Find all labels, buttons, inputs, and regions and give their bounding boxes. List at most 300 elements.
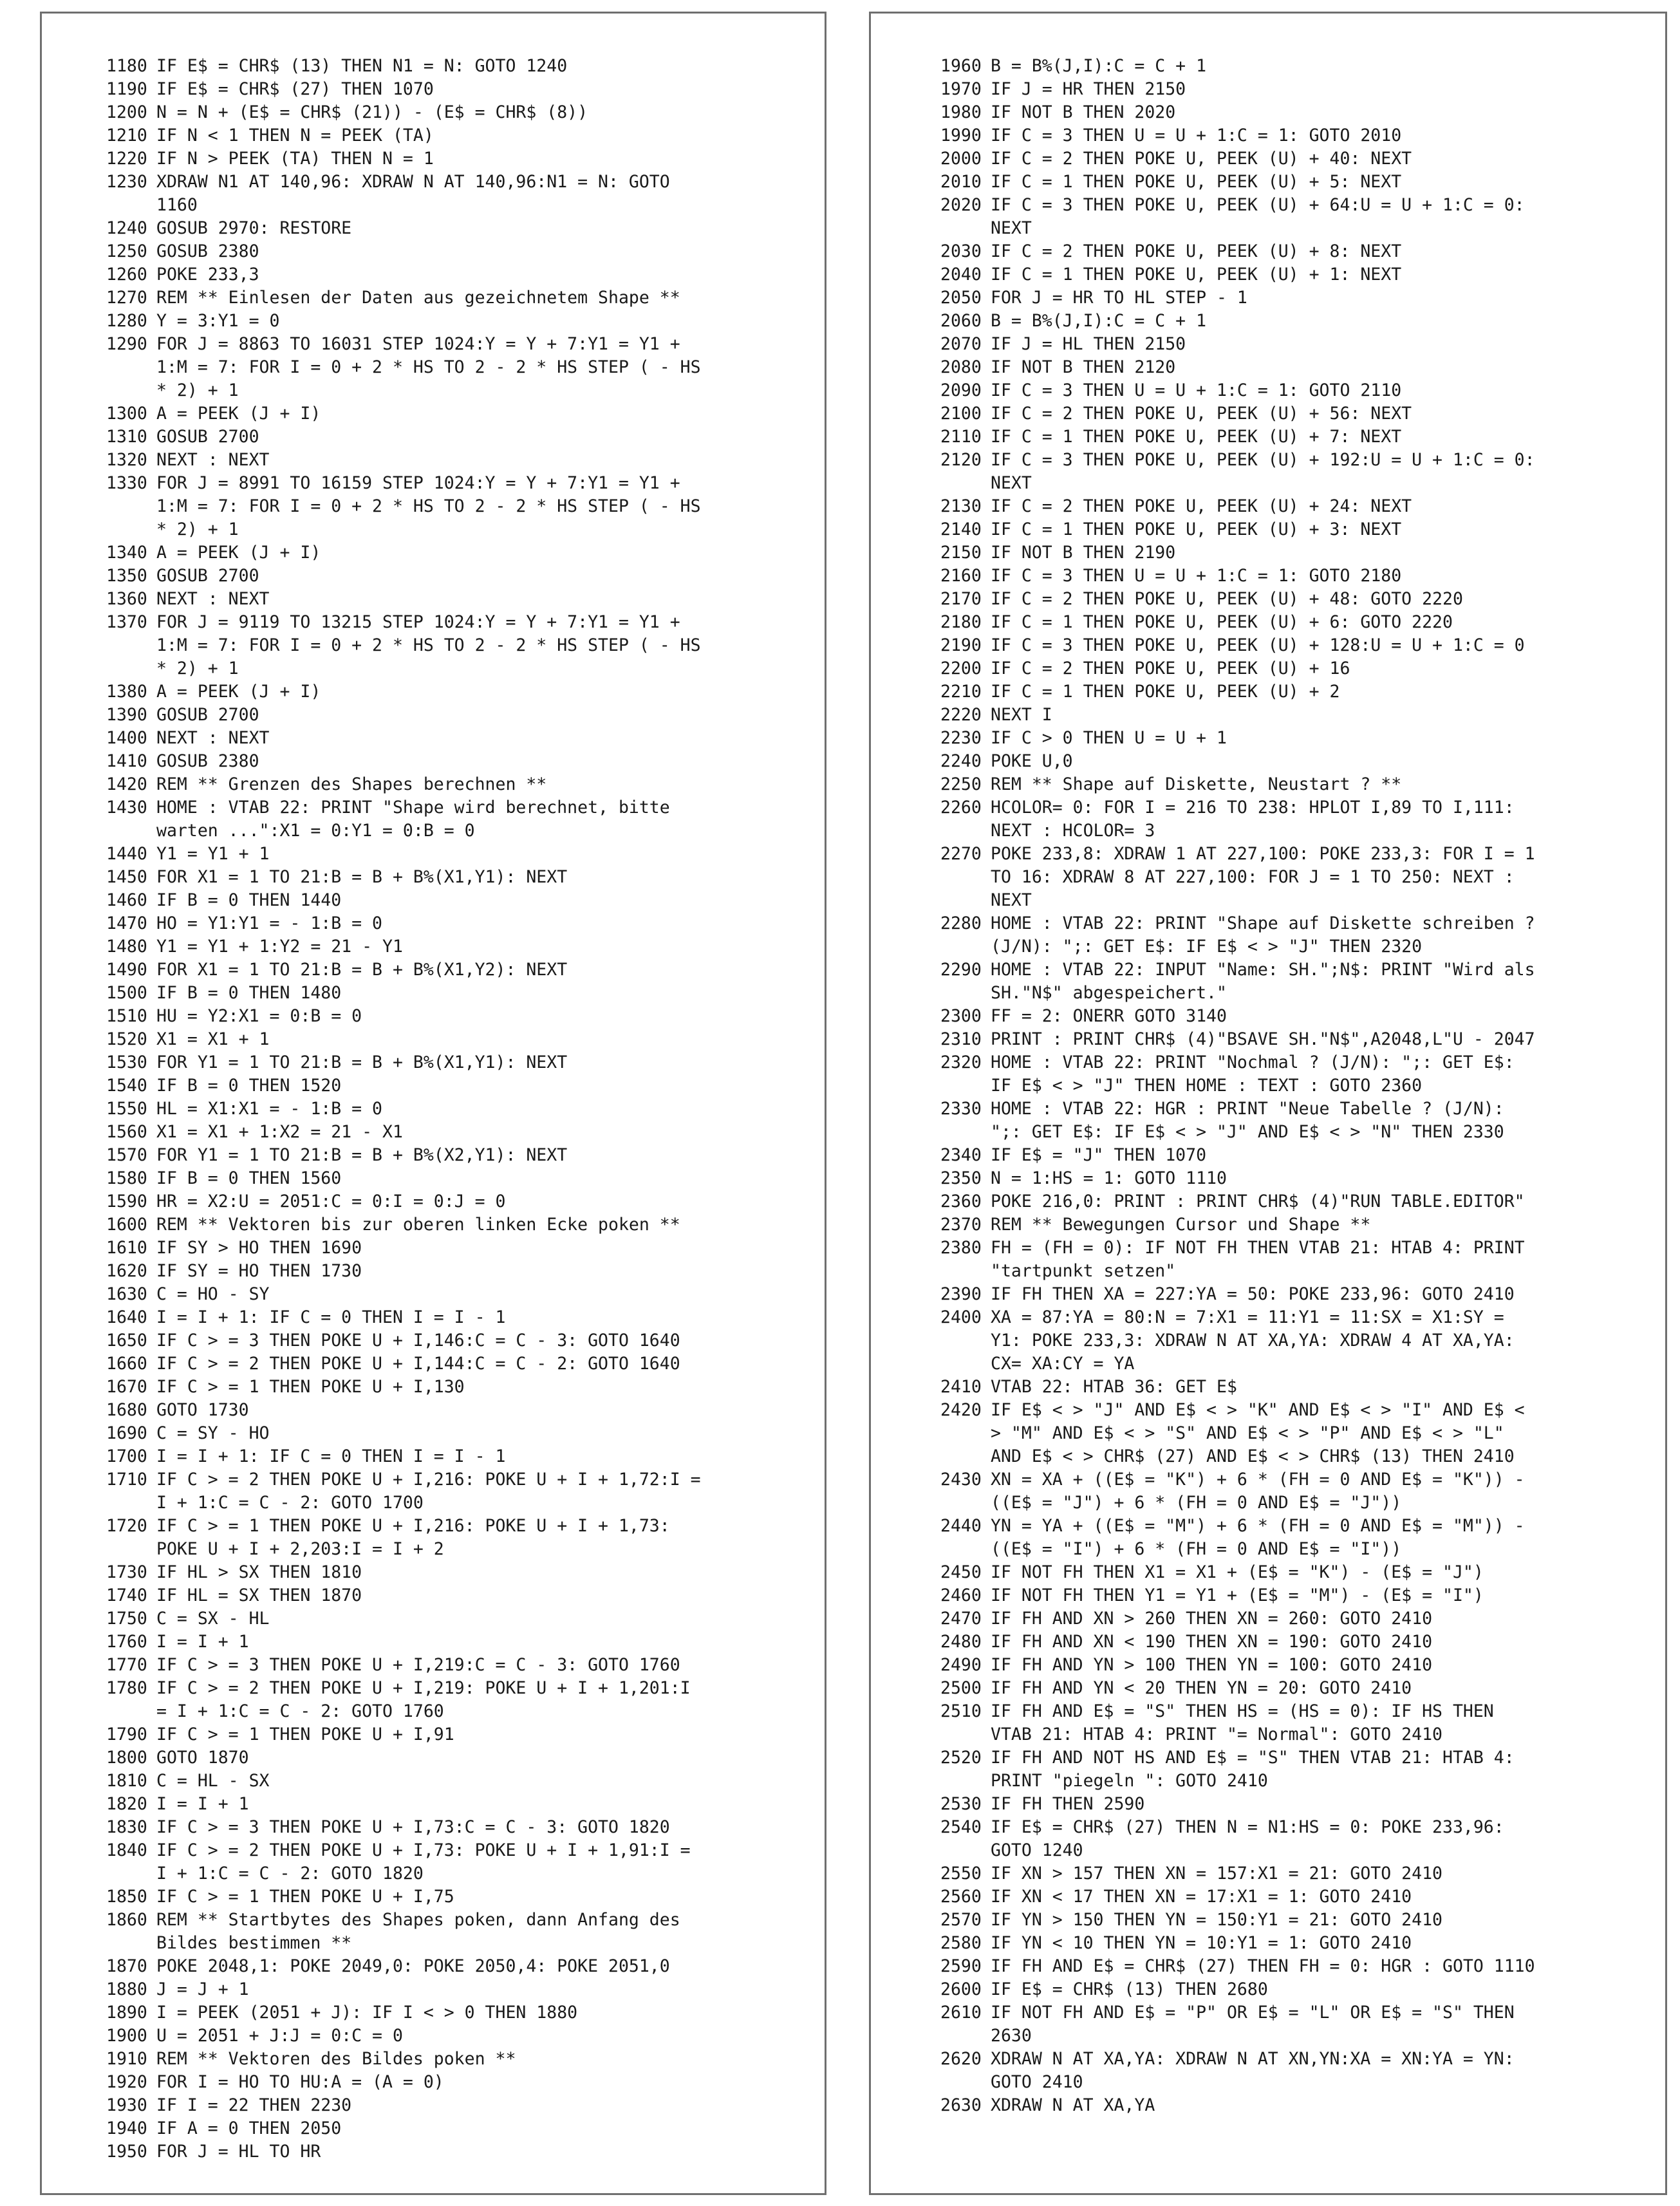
basic-statement: GOSUB 2700 xyxy=(156,427,259,447)
code-line xyxy=(106,588,805,611)
basic-statement: A = PEEK (J + I) xyxy=(156,404,321,424)
code-line xyxy=(106,1445,805,1468)
line-number: 2120 xyxy=(940,450,982,470)
basic-statement: IF NOT FH AND E$ = "P" OR E$ = "L" OR E$ = "S" THEN 2630 xyxy=(991,2003,1515,2046)
basic-statement: IF C > = 1 THEN POKE U + I,216: POKE U + I + 1,73: POKE U + I + 2,203:I = I + 2 xyxy=(156,1516,670,1559)
code-line xyxy=(940,1515,1646,1561)
code-line xyxy=(940,1098,1646,1144)
basic-statement: IF E$ = CHR$ (27) THEN 1070 xyxy=(156,79,434,99)
line-number: 2430 xyxy=(940,1470,982,1490)
code-line xyxy=(106,1283,805,1306)
line-number: 1690 xyxy=(106,1423,147,1443)
code-line xyxy=(940,171,1646,194)
code-line xyxy=(940,1654,1646,1677)
code-line xyxy=(940,495,1646,518)
code-line xyxy=(940,1005,1646,1028)
code-line xyxy=(106,78,805,101)
basic-statement: IF C = 1 THEN POKE U, PEEK (U) + 1: NEXT xyxy=(991,265,1402,285)
basic-statement: IF C = 3 THEN POKE U, PEEK (U) + 192:U = U + 1:C = 0: NEXT xyxy=(991,450,1535,493)
line-number: 2030 xyxy=(940,241,982,261)
line-number: 1950 xyxy=(106,2142,147,2162)
basic-statement: IF C = 2 THEN POKE U, PEEK (U) + 16 xyxy=(991,659,1350,678)
code-line xyxy=(940,1955,1646,1978)
basic-statement: IF C = 2 THEN POKE U, PEEK (U) + 8: NEXT xyxy=(991,241,1402,261)
basic-statement: POKE 2048,1: POKE 2049,0: POKE 2050,4: POKE 2051,0 xyxy=(156,1956,670,1976)
basic-statement: IF C = 3 THEN POKE U, PEEK (U) + 128:U = U + 1:C = 0 xyxy=(991,635,1525,655)
basic-statement: GOSUB 2700 xyxy=(156,566,259,586)
line-number: 2420 xyxy=(940,1400,982,1420)
line-number: 1520 xyxy=(106,1029,147,1049)
basic-statement: HO = Y1:Y1 = - 1:B = 0 xyxy=(156,913,382,933)
basic-statement: FOR X1 = 1 TO 21:B = B + B%(X1,Y2): NEXT xyxy=(156,960,568,980)
code-line xyxy=(940,1909,1646,1932)
line-number: 2610 xyxy=(940,2003,982,2023)
code-line xyxy=(106,1213,805,1237)
code-line xyxy=(106,1190,805,1213)
basic-statement: IF I = 22 THEN 2230 xyxy=(156,2095,352,2115)
basic-statement: N = 1:HS = 1: GOTO 1110 xyxy=(991,1168,1227,1188)
line-number: 1940 xyxy=(106,2118,147,2138)
line-number: 1930 xyxy=(106,2095,147,2115)
line-number: 2520 xyxy=(940,1748,982,1768)
code-line xyxy=(106,796,805,843)
line-number: 1540 xyxy=(106,1076,147,1096)
line-number: 2070 xyxy=(940,334,982,354)
basic-statement: IF E$ = "J" THEN 1070 xyxy=(991,1145,1207,1165)
basic-statement: REM ** Vektoren bis zur oberen linken Ecke poken ** xyxy=(156,1215,680,1235)
basic-statement: B = B%(J,I):C = C + 1 xyxy=(991,56,1207,76)
line-number: 1240 xyxy=(106,218,147,238)
code-line xyxy=(940,194,1646,240)
code-listing-right xyxy=(940,55,1646,2117)
basic-statement: IF NOT B THEN 2120 xyxy=(991,357,1176,377)
basic-statement: IF C > = 2 THEN POKE U + I,216: POKE U + I + 1,72:I = I + 1:C = C - 2: GOTO 1700 xyxy=(156,1470,701,1513)
code-line xyxy=(940,634,1646,657)
line-number: 1310 xyxy=(106,427,147,447)
line-number: 1680 xyxy=(106,1400,147,1420)
line-number: 2330 xyxy=(940,1099,982,1119)
line-number: 1410 xyxy=(106,751,147,771)
basic-statement: IF SY > HO THEN 1690 xyxy=(156,1238,362,1258)
basic-statement: POKE 233,3 xyxy=(156,265,259,285)
basic-statement: HL = X1:X1 = - 1:B = 0 xyxy=(156,1099,382,1119)
code-line xyxy=(106,1005,805,1028)
basic-statement: REM ** Startbytes des Shapes poken, dann Anfang des Bildes bestimmen ** xyxy=(156,1910,680,1953)
line-number: 2000 xyxy=(940,149,982,169)
line-number: 1390 xyxy=(106,705,147,725)
basic-statement: I = I + 1: IF C = 0 THEN I = I - 1 xyxy=(156,1446,506,1466)
line-number: 1270 xyxy=(106,288,147,308)
code-line xyxy=(106,1260,805,1283)
basic-statement: FOR J = 9119 TO 13215 STEP 1024:Y = Y + 7:Y1 = Y1 + 1:M = 7: FOR I = 0 + 2 * HS TO 2 - 2 * HS STEP ( - HS * 2) + 1 xyxy=(156,612,701,678)
basic-statement: IF C = 3 THEN U = U + 1:C = 1: GOTO 2110 xyxy=(991,380,1402,400)
code-line xyxy=(940,425,1646,449)
basic-statement: NEXT : NEXT xyxy=(156,450,270,470)
code-line xyxy=(106,1051,805,1074)
line-number: 1430 xyxy=(106,798,147,818)
line-number: 2150 xyxy=(940,543,982,563)
code-line xyxy=(106,1515,805,1561)
basic-statement: IF N > PEEK (TA) THEN N = 1 xyxy=(156,149,434,169)
basic-statement: IF C = 1 THEN POKE U, PEEK (U) + 3: NEXT xyxy=(991,519,1402,539)
line-number: 1620 xyxy=(106,1261,147,1281)
basic-statement: FOR J = HR TO HL STEP - 1 xyxy=(991,288,1247,308)
line-number: 1370 xyxy=(106,612,147,632)
line-number: 2390 xyxy=(940,1284,982,1304)
line-number: 2290 xyxy=(940,960,982,980)
line-number: 2630 xyxy=(940,2095,982,2115)
line-number: 1400 xyxy=(106,728,147,748)
line-number: 2480 xyxy=(940,1632,982,1652)
basic-statement: IF C > = 3 THEN POKE U + I,146:C = C - 3: GOTO 1640 xyxy=(156,1331,680,1351)
code-line xyxy=(106,310,805,333)
basic-statement: IF C > = 3 THEN POKE U + I,73:C = C - 3: GOTO 1820 xyxy=(156,1817,670,1837)
basic-statement: HCOLOR= 0: FOR I = 216 TO 238: HPLOT I,89 TO I,111: NEXT : HCOLOR= 3 xyxy=(991,798,1515,841)
basic-statement: IF FH AND XN < 190 THEN XN = 190: GOTO 2410 xyxy=(991,1632,1433,1652)
basic-statement: IF C = 3 THEN POKE U, PEEK (U) + 64:U = U + 1:C = 0: NEXT xyxy=(991,195,1525,238)
code-line xyxy=(940,1399,1646,1468)
line-number: 1560 xyxy=(106,1122,147,1142)
basic-statement: IF C = 1 THEN POKE U, PEEK (U) + 7: NEXT xyxy=(991,427,1402,447)
basic-statement: IF NOT B THEN 2190 xyxy=(991,543,1176,563)
code-line xyxy=(940,773,1646,796)
line-number: 2410 xyxy=(940,1377,982,1397)
basic-statement: POKE 216,0: PRINT : PRINT CHR$ (4)"RUN TABLE.EDITOR" xyxy=(991,1192,1525,1211)
basic-statement: IF SY = HO THEN 1730 xyxy=(156,1261,362,1281)
basic-statement: IF C = 1 THEN POKE U, PEEK (U) + 5: NEXT xyxy=(991,172,1402,192)
line-number: 2230 xyxy=(940,728,982,748)
line-number: 2040 xyxy=(940,265,982,285)
line-number: 2620 xyxy=(940,2049,982,2069)
line-number: 2060 xyxy=(940,311,982,331)
code-line xyxy=(940,310,1646,333)
basic-statement: IF FH AND E$ = CHR$ (27) THEN FH = 0: HGR : GOTO 1110 xyxy=(991,1956,1535,1976)
code-line xyxy=(106,55,805,78)
line-number: 1340 xyxy=(106,543,147,563)
basic-statement: NEXT : NEXT xyxy=(156,589,270,609)
line-number: 2370 xyxy=(940,1215,982,1235)
line-number: 1790 xyxy=(106,1725,147,1744)
code-line xyxy=(106,1028,805,1051)
line-number: 1200 xyxy=(106,102,147,122)
line-number: 1990 xyxy=(940,126,982,145)
line-number: 1660 xyxy=(106,1354,147,1374)
line-number: 1500 xyxy=(106,983,147,1003)
basic-statement: HR = X2:U = 2051:C = 0:I = 0:J = 0 xyxy=(156,1192,506,1211)
basic-statement: IF C > = 2 THEN POKE U + I,219: POKE U + I + 1,201:I = I + 1:C = C - 2: GOTO 1760 xyxy=(156,1678,691,1721)
line-number: 2350 xyxy=(940,1168,982,1188)
code-line xyxy=(106,1909,805,1955)
basic-statement: IF B = 0 THEN 1480 xyxy=(156,983,342,1003)
basic-statement: IF C = 2 THEN POKE U, PEEK (U) + 24: NEXT xyxy=(991,496,1412,516)
code-line xyxy=(940,541,1646,565)
code-line xyxy=(940,1607,1646,1631)
basic-statement: IF C > = 1 THEN POKE U + I,130 xyxy=(156,1377,465,1397)
code-line xyxy=(106,124,805,147)
code-line xyxy=(106,1584,805,1607)
basic-statement: IF E$ = CHR$ (13) THEN 2680 xyxy=(991,1979,1268,1999)
code-line xyxy=(106,958,805,982)
line-number: 1290 xyxy=(106,334,147,354)
basic-statement: POKE 233,8: XDRAW 1 AT 227,100: POKE 233,3: FOR I = 1 TO 16: XDRAW 8 AT 227,100: FOR J = 1 TO 250: NEXT : NEXT xyxy=(991,844,1535,910)
code-line xyxy=(940,1306,1646,1376)
basic-statement: U = 2051 + J:J = 0:C = 0 xyxy=(156,2026,403,2046)
basic-statement: IF C > = 1 THEN POKE U + I,75 xyxy=(156,1887,454,1907)
line-number: 2460 xyxy=(940,1585,982,1605)
basic-statement: IF FH THEN 2590 xyxy=(991,1794,1145,1814)
basic-statement: XDRAW N AT XA,YA: XDRAW N AT XN,YN:XA = XN:YA = YN: GOTO 2410 xyxy=(991,2049,1515,2092)
code-line xyxy=(106,1955,805,1978)
line-number: 1670 xyxy=(106,1377,147,1397)
code-line xyxy=(106,1144,805,1167)
code-line xyxy=(106,240,805,263)
basic-statement: C = SY - HO xyxy=(156,1423,270,1443)
basic-statement: REM ** Shape auf Diskette, Neustart ? ** xyxy=(991,774,1402,794)
code-line xyxy=(940,1468,1646,1515)
line-number: 1860 xyxy=(106,1910,147,1930)
code-line xyxy=(940,356,1646,379)
basic-statement: I = I + 1: IF C = 0 THEN I = I - 1 xyxy=(156,1307,506,1327)
basic-statement: C = HO - SY xyxy=(156,1284,270,1304)
listing-panel-right xyxy=(869,12,1667,2195)
basic-statement: FOR I = HO TO HU:A = (A = 0) xyxy=(156,2072,444,2092)
code-line xyxy=(106,866,805,889)
line-number: 1450 xyxy=(106,867,147,887)
code-line xyxy=(940,78,1646,101)
code-line xyxy=(940,958,1646,1005)
basic-statement: GOTO 1870 xyxy=(156,1748,249,1768)
basic-statement: IF A = 0 THEN 2050 xyxy=(156,2118,342,2138)
basic-statement: IF C = 1 THEN POKE U, PEEK (U) + 6: GOTO 2220 xyxy=(991,612,1453,632)
basic-statement: REM ** Vektoren des Bildes poken ** xyxy=(156,2049,516,2069)
line-number: 1960 xyxy=(940,56,982,76)
code-line xyxy=(106,727,805,750)
basic-statement: FOR J = 8863 TO 16031 STEP 1024:Y = Y + 7:Y1 = Y1 + 1:M = 7: FOR I = 0 + 2 * HS TO 2 - 2 * HS STEP ( - HS * 2) + 1 xyxy=(156,334,701,400)
code-line xyxy=(940,2001,1646,2048)
code-line xyxy=(940,565,1646,588)
code-line xyxy=(106,1654,805,1677)
basic-statement: GOSUB 2380 xyxy=(156,751,259,771)
line-number: 2080 xyxy=(940,357,982,377)
line-number: 2100 xyxy=(940,404,982,424)
code-line xyxy=(106,263,805,286)
basic-statement: GOSUB 2970: RESTORE xyxy=(156,218,352,238)
basic-statement: IF C > = 3 THEN POKE U + I,219:C = C - 3: GOTO 1760 xyxy=(156,1655,680,1675)
code-line xyxy=(106,750,805,773)
code-line xyxy=(106,1631,805,1654)
code-line xyxy=(106,1723,805,1746)
basic-statement: C = SX - HL xyxy=(156,1609,270,1629)
basic-statement: HOME : VTAB 22: PRINT "Shape auf Diskette schreiben ? (J/N): ";: GET E$: IF E$ < > "J" THEN 2320 xyxy=(991,913,1535,957)
code-line xyxy=(106,1422,805,1445)
basic-statement: FOR X1 = 1 TO 21:B = B + B%(X1,Y1): NEXT xyxy=(156,867,568,887)
code-line xyxy=(106,1839,805,1885)
code-line xyxy=(940,1144,1646,1167)
basic-statement: FOR Y1 = 1 TO 21:B = B + B%(X1,Y1): NEXT xyxy=(156,1052,568,1072)
code-line xyxy=(106,2001,805,2024)
code-line xyxy=(106,472,805,541)
code-line xyxy=(940,1283,1646,1306)
line-number: 2300 xyxy=(940,1006,982,1026)
code-line xyxy=(106,1098,805,1121)
code-line xyxy=(940,1561,1646,1584)
basic-statement: HU = Y2:X1 = 0:B = 0 xyxy=(156,1006,362,1026)
line-number: 2250 xyxy=(940,774,982,794)
basic-statement: FOR Y1 = 1 TO 21:B = B + B%(X2,Y1): NEXT xyxy=(156,1145,568,1165)
line-number: 1350 xyxy=(106,566,147,586)
code-line xyxy=(106,2140,805,2164)
code-line xyxy=(106,843,805,866)
line-number: 1840 xyxy=(106,1840,147,1860)
code-line xyxy=(940,1167,1646,1190)
line-number: 1780 xyxy=(106,1678,147,1698)
basic-statement: REM ** Bewegungen Cursor und Shape ** xyxy=(991,1215,1371,1235)
code-line xyxy=(940,402,1646,425)
code-line xyxy=(106,286,805,310)
code-line xyxy=(106,1978,805,2001)
code-line xyxy=(106,2048,805,2071)
basic-statement: IF E$ = CHR$ (27) THEN N = N1:HS = 0: POKE 233,96: GOTO 1240 xyxy=(991,1817,1504,1860)
code-line xyxy=(106,2117,805,2140)
basic-statement: HOME : VTAB 22: PRINT "Shape wird berechnet, bitte warten ...":X1 = 0:Y1 = 0:B = 0 xyxy=(156,798,670,841)
line-number: 1880 xyxy=(106,1979,147,1999)
code-line xyxy=(940,101,1646,124)
code-line xyxy=(940,263,1646,286)
basic-statement: FF = 2: ONERR GOTO 3140 xyxy=(991,1006,1227,1026)
code-line xyxy=(106,1561,805,1584)
basic-statement: IF NOT B THEN 2020 xyxy=(991,102,1176,122)
line-number: 2020 xyxy=(940,195,982,215)
line-number: 1210 xyxy=(106,126,147,145)
code-line xyxy=(940,286,1646,310)
code-line xyxy=(940,1237,1646,1283)
basic-statement: IF J = HL THEN 2150 xyxy=(991,334,1186,354)
basic-statement: X1 = X1 + 1 xyxy=(156,1029,270,1049)
basic-statement: REM ** Grenzen des Shapes berechnen ** xyxy=(156,774,547,794)
basic-statement: IF C = 1 THEN POKE U, PEEK (U) + 2 xyxy=(991,682,1340,702)
line-number: 1230 xyxy=(106,172,147,192)
line-number: 1420 xyxy=(106,774,147,794)
basic-statement: REM ** Einlesen der Daten aus gezeichnetem Shape ** xyxy=(156,288,680,308)
line-number: 2050 xyxy=(940,288,982,308)
code-line xyxy=(940,1028,1646,1051)
code-line xyxy=(940,124,1646,147)
line-number: 1460 xyxy=(106,890,147,910)
basic-statement: NEXT : NEXT xyxy=(156,728,270,748)
code-line xyxy=(106,889,805,912)
code-listing-left xyxy=(106,55,805,2164)
code-line xyxy=(940,727,1646,750)
code-line xyxy=(940,912,1646,958)
line-number: 1300 xyxy=(106,404,147,424)
code-line xyxy=(940,1746,1646,1793)
line-number: 1980 xyxy=(940,102,982,122)
basic-statement: I = I + 1 xyxy=(156,1632,249,1652)
line-number: 2510 xyxy=(940,1701,982,1721)
line-number: 2220 xyxy=(940,705,982,725)
line-number: 1810 xyxy=(106,1771,147,1791)
line-number: 2140 xyxy=(940,519,982,539)
code-line xyxy=(940,1885,1646,1909)
basic-statement: IF J = HR THEN 2150 xyxy=(991,79,1186,99)
line-number: 2590 xyxy=(940,1956,982,1976)
line-number: 1830 xyxy=(106,1817,147,1837)
code-line xyxy=(940,2048,1646,2094)
line-number: 2550 xyxy=(940,1864,982,1884)
code-line xyxy=(106,2094,805,2117)
line-number: 1870 xyxy=(106,1956,147,1976)
line-number: 2270 xyxy=(940,844,982,864)
basic-statement: Y1 = Y1 + 1:Y2 = 21 - Y1 xyxy=(156,937,403,957)
basic-statement: I = I + 1 xyxy=(156,1794,249,1814)
code-line xyxy=(106,402,805,425)
line-number: 2450 xyxy=(940,1562,982,1582)
line-number: 1490 xyxy=(106,960,147,980)
code-line xyxy=(940,1051,1646,1098)
code-line xyxy=(106,1237,805,1260)
line-number: 2540 xyxy=(940,1817,982,1837)
code-line xyxy=(106,1399,805,1422)
basic-statement: IF FH AND XN > 260 THEN XN = 260: GOTO 2410 xyxy=(991,1609,1433,1629)
basic-statement: IF XN > 157 THEN XN = 157:X1 = 21: GOTO 2410 xyxy=(991,1864,1442,1884)
line-number: 2400 xyxy=(940,1307,982,1327)
line-number: 1820 xyxy=(106,1794,147,1814)
line-number: 1900 xyxy=(106,2026,147,2046)
code-line xyxy=(106,449,805,472)
code-line xyxy=(106,1468,805,1515)
line-number: 1580 xyxy=(106,1168,147,1188)
basic-statement: IF XN < 17 THEN XN = 17:X1 = 1: GOTO 2410 xyxy=(991,1887,1412,1907)
basic-statement: IF B = 0 THEN 1520 xyxy=(156,1076,342,1096)
line-number: 1440 xyxy=(106,844,147,864)
basic-statement: IF C = 2 THEN POKE U, PEEK (U) + 48: GOTO 2220 xyxy=(991,589,1463,609)
code-line xyxy=(940,1932,1646,1955)
basic-statement: J = J + 1 xyxy=(156,1979,249,1999)
basic-statement: YN = YA + ((E$ = "M") + 6 * (FH = 0 AND E$ = "M")) - ((E$ = "I") + 6 * (FH = 0 AND E$ = "I")) xyxy=(991,1516,1525,1559)
code-line xyxy=(106,333,805,402)
basic-statement: NEXT I xyxy=(991,705,1052,725)
line-number: 1190 xyxy=(106,79,147,99)
code-line xyxy=(940,1862,1646,1885)
code-line xyxy=(106,1793,805,1816)
basic-statement: XA = 87:YA = 80:N = 7:X1 = 11:Y1 = 11:SX = X1:SY = Y1: POKE 233,3: XDRAW N AT XA,YA: XDRAW 4 AT XA,YA: CX= XA:CY = YA xyxy=(991,1307,1515,1374)
line-number: 1700 xyxy=(106,1446,147,1466)
line-number: 2210 xyxy=(940,682,982,702)
line-number: 2500 xyxy=(940,1678,982,1698)
code-line xyxy=(106,2071,805,2094)
basic-statement: A = PEEK (J + I) xyxy=(156,543,321,563)
code-line xyxy=(940,1793,1646,1816)
basic-statement: Y1 = Y1 + 1 xyxy=(156,844,270,864)
line-number: 2490 xyxy=(940,1655,982,1675)
line-number: 1380 xyxy=(106,682,147,702)
code-line xyxy=(106,1746,805,1770)
basic-statement: IF C = 3 THEN U = U + 1:C = 1: GOTO 2010 xyxy=(991,126,1402,145)
code-line xyxy=(106,1816,805,1839)
code-line xyxy=(940,240,1646,263)
basic-statement: IF FH THEN XA = 227:YA = 50: POKE 233,96: GOTO 2410 xyxy=(991,1284,1515,1304)
basic-statement: IF C > = 2 THEN POKE U + I,144:C = C - 2: GOTO 1640 xyxy=(156,1354,680,1374)
basic-statement: IF E$ < > "J" AND E$ < > "K" AND E$ < > "I" AND E$ < > "M" AND E$ < > "S" AND E$ < > "P" AND E$ < > "L" AND E$ < > CHR$ (27) AND E$ < > CHR$ (13) THEN 2410 xyxy=(991,1400,1525,1466)
code-line xyxy=(106,147,805,171)
line-number: 1730 xyxy=(106,1562,147,1582)
line-number: 2240 xyxy=(940,751,982,771)
code-line xyxy=(106,1376,805,1399)
line-number: 2380 xyxy=(940,1238,982,1258)
line-number: 1320 xyxy=(106,450,147,470)
code-line xyxy=(940,1816,1646,1862)
code-line xyxy=(106,565,805,588)
